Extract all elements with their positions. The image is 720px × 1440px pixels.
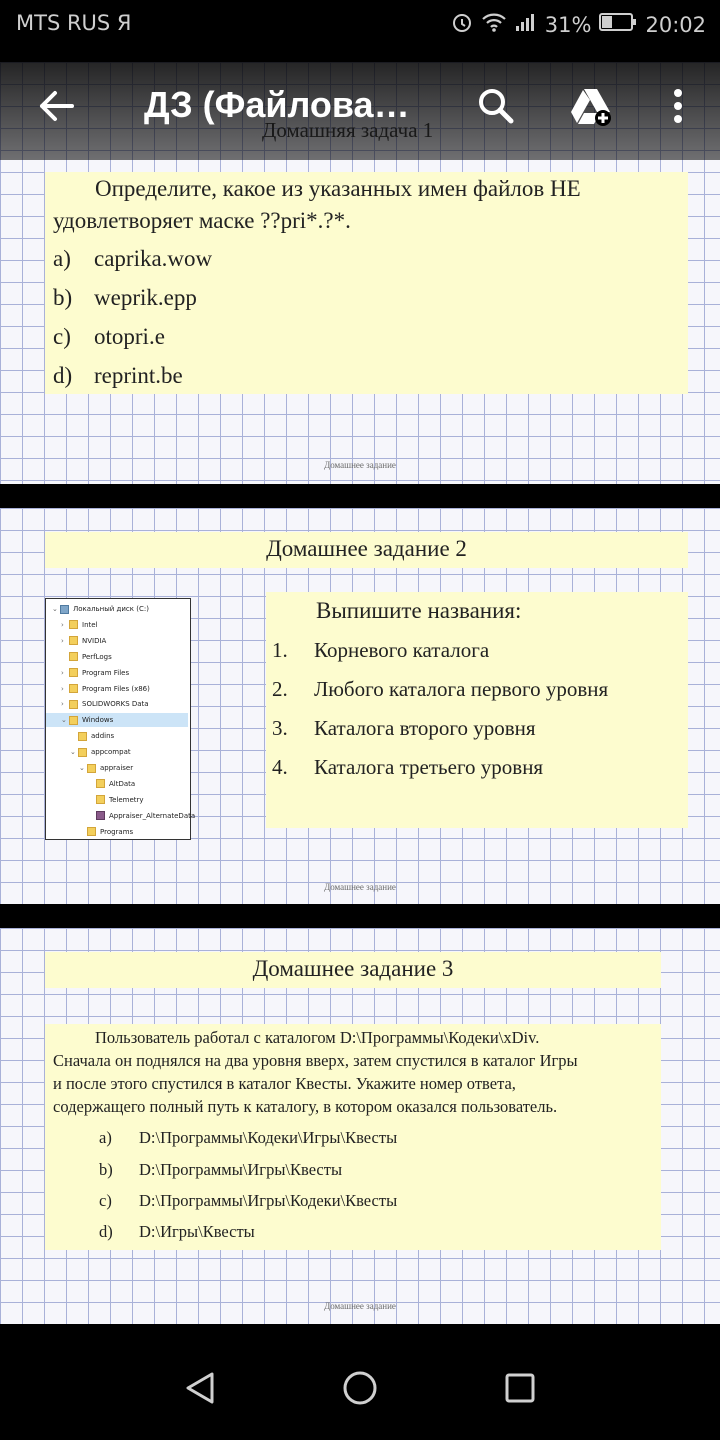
- folder-icon: [69, 700, 78, 709]
- battery-percent: 31%: [544, 12, 592, 37]
- folder-icon: [78, 748, 87, 757]
- tree-item-label: Program Files: [82, 668, 130, 677]
- option-letter: b): [99, 1160, 113, 1179]
- tree-item[interactable]: [61, 634, 106, 648]
- alarm-icon: [451, 11, 473, 38]
- option-letter: b): [53, 285, 73, 310]
- slide-1-content-box: [45, 172, 688, 394]
- list-text: Корневого каталога: [314, 638, 490, 662]
- nav-back-button[interactable]: [170, 1360, 230, 1420]
- folder-icon: [69, 684, 78, 693]
- tree-item[interactable]: [61, 666, 129, 680]
- option-letter: d): [53, 363, 73, 388]
- slide-3-text-line2: Сначала он поднялся на два уровня вверх, затем спустился в каталог Игры: [53, 1051, 578, 1070]
- option-letter: c): [99, 1191, 112, 1210]
- slide-2-title-box: [45, 532, 688, 568]
- slide-1-question-line1: Определите, какое из указанных имен файлов НЕ: [95, 176, 581, 201]
- chevron-down-icon[interactable]: ⌄: [70, 748, 76, 757]
- signal-icon: [515, 12, 537, 37]
- chevron-down-icon[interactable]: ⌄: [61, 716, 67, 725]
- option-text: D:\Программы\Игры\Квесты: [139, 1160, 343, 1179]
- tree-item-label: AltData: [109, 779, 136, 788]
- list-number: 4.: [272, 755, 288, 779]
- file-icon: [96, 811, 105, 820]
- search-button[interactable]: [470, 82, 522, 134]
- back-arrow-icon: [37, 89, 75, 127]
- list-text: Каталога третьего уровня: [314, 755, 544, 779]
- nav-recents-icon: [504, 1372, 536, 1408]
- slide-3-option-b: [99, 1160, 343, 1180]
- folder-icon: [78, 732, 87, 741]
- slide-3-text-line4: содержащего полный путь к каталогу, в котором оказался пользователь.: [53, 1097, 558, 1116]
- tree-item-label: Intel: [82, 620, 98, 629]
- clock: 20:02: [645, 12, 706, 37]
- tree-item-label: SOLIDWORKS Data: [82, 700, 149, 709]
- folder-icon: [69, 668, 78, 677]
- option-text: D:\Программы\Игры\Кодеки\Квесты: [139, 1191, 398, 1210]
- option-letter: a): [99, 1128, 112, 1147]
- search-icon: [477, 87, 515, 129]
- tree-item-label: NVIDIA: [82, 636, 107, 645]
- tree-item-label: Appraiser_AlternateData: [109, 811, 196, 820]
- file-explorer-tree: [45, 598, 196, 840]
- option-c: [53, 324, 165, 350]
- folder-icon: [96, 779, 105, 788]
- tree-item-label: Windows: [82, 716, 114, 725]
- folder-icon: [87, 827, 96, 836]
- nav-back-icon: [184, 1371, 216, 1409]
- slide-3-option-c: [99, 1191, 398, 1211]
- app-bar: [0, 62, 720, 160]
- list-item-4: [272, 755, 544, 780]
- tree-item[interactable]: [61, 697, 149, 711]
- list-item-1: [272, 638, 490, 663]
- list-number: 1.: [272, 638, 288, 662]
- slide-2: [0, 508, 720, 904]
- option-letter: a): [53, 246, 71, 271]
- slide-2-footer: Домашнее задание: [324, 882, 396, 892]
- system-nav-bar: [0, 1330, 720, 1440]
- tree-item[interactable]: [70, 745, 131, 759]
- slide-3-option-a: [99, 1128, 398, 1148]
- slide-1-question-line2: удовлетворяет маске ??pri*.?*.: [53, 208, 351, 233]
- nav-home-icon: [342, 1370, 378, 1410]
- tree-item-label: appraiser: [100, 764, 134, 772]
- wifi-icon: [481, 11, 507, 38]
- slide-3-footer: Домашнее задание: [324, 1301, 396, 1311]
- option-a: [53, 246, 213, 272]
- nav-recents-button[interactable]: [490, 1360, 550, 1420]
- option-text: weprik.epp: [94, 285, 197, 310]
- list-item-2: [272, 677, 609, 702]
- slide-3-option-d: [99, 1222, 255, 1242]
- option-text: caprika.wow: [94, 246, 213, 271]
- slide-2-content-box: [266, 592, 688, 828]
- chevron-right-icon[interactable]: ›: [61, 668, 64, 677]
- list-text: Каталога второго уровня: [314, 716, 536, 740]
- drive-icon: [60, 605, 69, 614]
- option-text: D:\Программы\Кодеки\Игры\Квесты: [139, 1128, 398, 1147]
- slide-1-footer: Домашнее задание: [324, 460, 396, 470]
- chevron-down-icon[interactable]: ⌄: [79, 764, 85, 772]
- option-text: otopri.e: [94, 324, 165, 349]
- folder-icon: [96, 795, 105, 804]
- carrier-label: MTS RUS Я: [16, 11, 132, 35]
- folder-icon: [69, 716, 78, 725]
- folder-icon: [69, 636, 78, 645]
- list-text: Любого каталога первого уровня: [314, 677, 609, 701]
- folder-icon: [69, 620, 78, 629]
- option-text: reprint.be: [94, 363, 183, 388]
- option-letter: c): [53, 324, 71, 349]
- slide-2-prompt: Выпишите названия:: [316, 598, 522, 623]
- tree-item[interactable]: [61, 682, 150, 696]
- chevron-right-icon[interactable]: ›: [61, 684, 64, 693]
- option-letter: d): [99, 1222, 113, 1241]
- option-text: D:\Игры\Квесты: [139, 1222, 255, 1241]
- tree-item-label: Program Files (x86): [82, 684, 150, 693]
- tree-item-label: PerfLogs: [82, 652, 112, 661]
- chevron-right-icon[interactable]: ›: [61, 636, 64, 645]
- chevron-right-icon[interactable]: ›: [61, 700, 64, 709]
- tree-item-label: appcompat: [91, 748, 131, 757]
- tree-item-label: Локальный диск (C:): [73, 605, 149, 613]
- tree-item-label: Programs: [100, 827, 134, 836]
- list-number: 3.: [272, 716, 288, 740]
- slide-3-content-box: [45, 1024, 661, 1250]
- tree-item-label: Telemetry: [109, 795, 144, 804]
- slide-3-title: Домашнее задание 3: [252, 956, 454, 981]
- slide-3-text-line3: и после этого спустился в каталог Квесты. Укажите номер ответа,: [53, 1074, 516, 1093]
- option-b: [53, 285, 197, 311]
- chevron-down-icon[interactable]: ⌄: [52, 605, 58, 613]
- tree-item[interactable]: [46, 713, 188, 727]
- slide-3-title-box: [45, 952, 661, 988]
- tree-item[interactable]: [79, 761, 133, 775]
- tree-item[interactable]: [70, 729, 114, 743]
- tree-item[interactable]: [88, 809, 195, 823]
- tree-item-label: addins: [91, 732, 115, 741]
- more-options-button[interactable]: [652, 82, 704, 134]
- tree-item[interactable]: [61, 618, 98, 632]
- option-d: [53, 363, 183, 389]
- folder-icon: [87, 764, 96, 773]
- slide-2-title: Домашнее задание 2: [266, 536, 467, 561]
- status-bar: [0, 0, 720, 50]
- tree-item[interactable]: [52, 602, 149, 616]
- document-title: ДЗ (Файлова…: [144, 84, 410, 125]
- tree-item[interactable]: [88, 793, 144, 807]
- more-vertical-icon: [672, 88, 684, 128]
- tree-item[interactable]: [61, 650, 112, 664]
- slide-3: [0, 928, 720, 1324]
- list-item-3: [272, 716, 536, 741]
- nav-home-button[interactable]: [330, 1360, 390, 1420]
- list-number: 2.: [272, 677, 288, 701]
- folder-icon: [69, 652, 78, 661]
- battery-icon: [599, 12, 637, 37]
- add-to-drive-button[interactable]: [565, 82, 617, 134]
- tree-item[interactable]: [88, 777, 135, 791]
- drive-add-icon: [569, 86, 613, 130]
- tree-item[interactable]: [79, 825, 133, 839]
- slide-3-text-line1: Пользователь работал с каталогом D:\Программы\Кодеки\xDiv.: [95, 1028, 540, 1047]
- chevron-right-icon[interactable]: ›: [61, 620, 64, 629]
- back-button[interactable]: [30, 82, 82, 134]
